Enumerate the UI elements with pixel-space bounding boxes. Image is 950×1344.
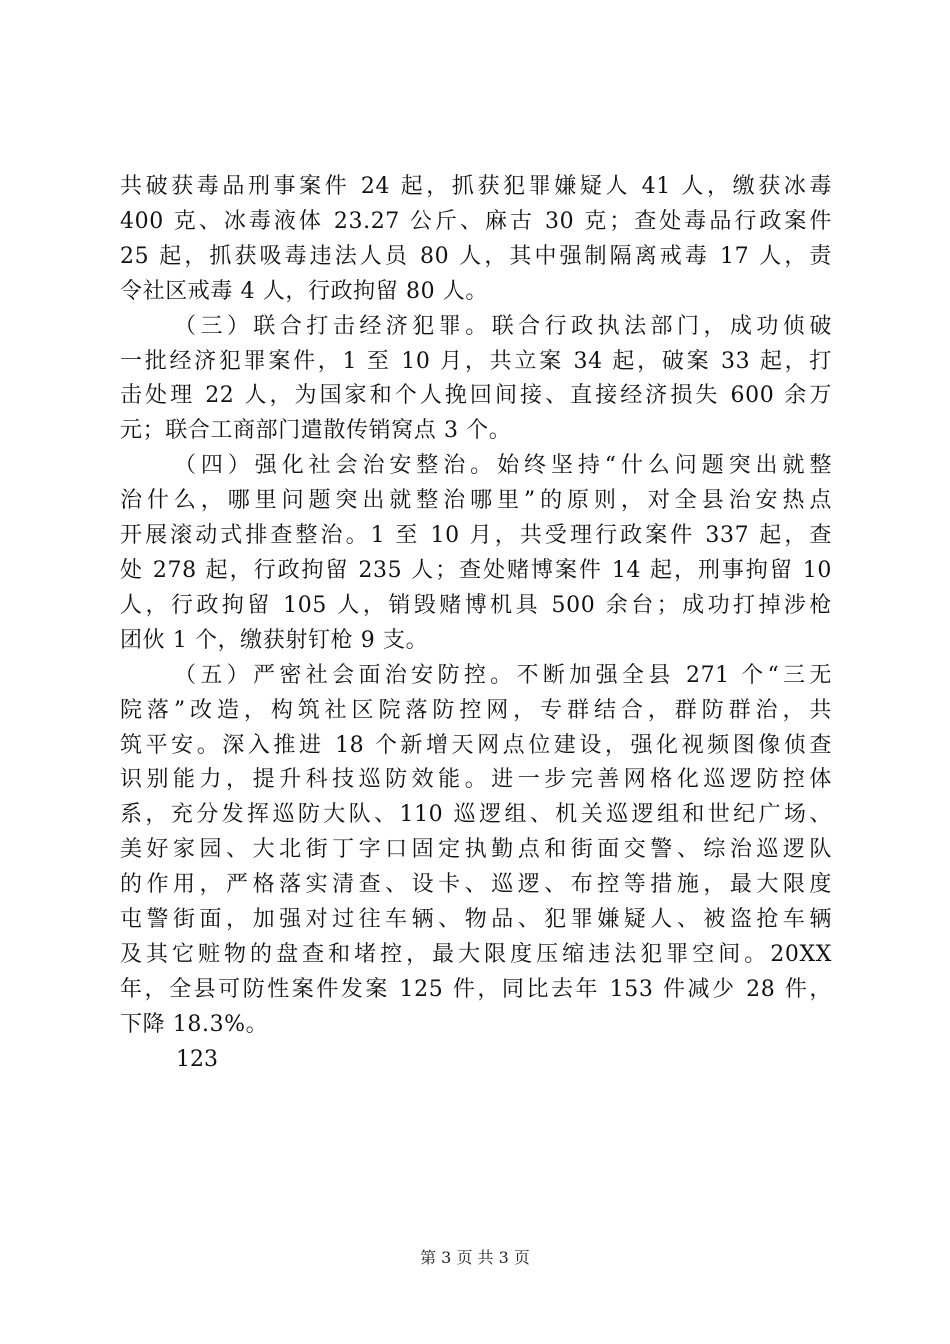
text-line: 击处理 22 人，为国家和个人挽回间接、直接经济损失 600 余万 [120,383,832,409]
paragraph-economic-crime [120,310,832,450]
page-footer [0,1245,950,1268]
paragraph-public-order [120,449,832,658]
text-line: 识别能力，提升科技巡防效能。进一步完善网格化巡逻防控体 [120,767,832,793]
text-line: 开展滚动式排查整治。1 至 10 月，共受理行政案件 337 起，查 [120,523,832,549]
text-line: 系，充分发挥巡防大队、110 巡逻组、机关巡逻组和世纪广场、 [120,802,832,828]
text-line: 治什么，哪里问题突出就整治哪里”的原则，对全县治安热点 [120,488,832,514]
text-line: （三）联合打击经济犯罪。联合行政执法部门，成功侦破 [174,313,832,339]
text-line: 院落”改造，构筑社区院落防控网，专群结合，群防群治，共 [120,697,832,723]
paragraph-drug-cases [120,170,832,310]
text-line: 及其它赃物的盘查和堵控，最大限度压缩违法犯罪空间。20XX [120,941,832,967]
trailing-number: 123 [176,1046,218,1072]
text-line: （五）严密社会面治安防控。不断加强全县 271 个“三无 [174,662,832,688]
text-line: 共破获毒品刑事案件 24 起，抓获犯罪嫌疑人 41 人，缴获冰毒 [120,174,832,199]
text-line: 400 克、冰毒液体 23.27 公斤、麻古 30 克；查处毒品行政案件 [120,208,832,234]
text-line: 25 起，抓获吸毒违法人员 80 人，其中强制隔离戒毒 17 人，责 [120,243,832,269]
text-line: 下降 18.3%。 [120,1011,269,1037]
text-line: 筑平安。深入推进 18 个新增天网点位建设，强化视频图像侦查 [120,732,832,758]
text-line: 美好家园、大北街丁字口固定执勤点和街面交警、综治巡逻队 [120,837,832,863]
page-number-label: 第 3 页 共 3 页 [420,1248,530,1267]
text-line: 屯警街面，加强对过往车辆、物品、犯罪嫌疑人、被盗抢车辆 [120,907,832,933]
text-line: 处 278 起，行政拘留 235 人；查处赌博案件 14 起，刑事拘留 10 [120,557,832,583]
document-body [120,170,832,1078]
text-line: 人，行政拘留 105 人，销毁赌博机具 500 余台；成功打掉涉枪 [120,592,832,618]
text-line: 一批经济犯罪案件，1 至 10 月，共立案 34 起，破案 33 起，打 [120,348,832,374]
text-line: 年，全县可防性案件发案 125 件，同比去年 153 件减少 28 件， [120,976,832,1002]
paragraph-security-control [120,659,832,1043]
text-line: （四）强化社会治安整治。始终坚持“什么问题突出就整 [174,453,832,479]
text-line: 令社区戒毒 4 人，行政拘留 80 人。 [120,278,488,304]
text-line: 元；联合工商部门遣散传销窝点 3 个。 [120,418,512,444]
text-line: 的作用，严格落实清查、设卡、巡逻、布控等措施，最大限度 [120,872,832,898]
text-line: 团伙 1 个，缴获射钉枪 9 支。 [120,627,429,653]
